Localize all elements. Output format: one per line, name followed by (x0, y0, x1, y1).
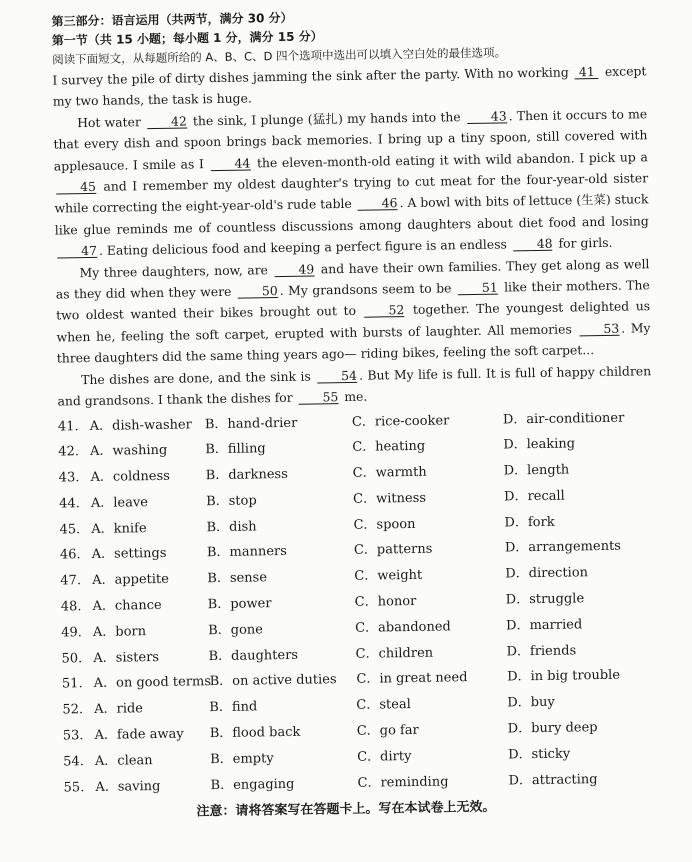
cloze-passage (52, 60, 651, 412)
option-c: C．abandoned (355, 619, 451, 636)
option-c: C．dirty (357, 748, 412, 765)
question-number: 54. (63, 754, 85, 770)
question-number: 53. (62, 728, 84, 744)
option-c: C．witness (353, 490, 427, 507)
blank-52: 52 (364, 304, 404, 319)
question-number: 42. (58, 444, 80, 460)
option-a: A．sisters (93, 649, 160, 666)
passage-text: me. (340, 388, 368, 405)
option-d: D．fork (504, 514, 555, 531)
passage-text: the sink, I plunge (猛扎) my hands into the (188, 108, 465, 129)
option-b: B．on active duties (209, 672, 337, 690)
question-number: 50. (61, 650, 83, 667)
option-b: B．filling (205, 441, 266, 458)
option-d: D．attracting (508, 771, 598, 789)
option-d: D．sticky (508, 746, 571, 763)
question-number: 43. (58, 470, 80, 486)
passage-text: The dishes are done, and the sink is (81, 368, 316, 387)
blank-48: 48 (513, 237, 553, 252)
options-list (58, 405, 658, 801)
option-b: B．empty (210, 751, 274, 768)
passage-text: except my two hands, the task is huge. (52, 63, 647, 109)
option-a: A．ride (94, 701, 144, 718)
passage-text: . My grandsons seem to be (279, 280, 457, 299)
question-number: 46. (59, 547, 81, 563)
blank-45: 45 (56, 180, 96, 195)
passage-paragraph (53, 103, 649, 262)
passage-text: and I remember my oldest daughter's trying to cut meat for the four-year-old sister while correcting the eight-year-old's rude table (54, 170, 649, 216)
footer-note: 注意：请将答案写在答题卡上。写在本试卷上无效。 (196, 800, 496, 820)
option-a: A．clean (94, 752, 153, 769)
option-c: C．weight (354, 568, 423, 585)
blank-44: 44 (210, 156, 250, 171)
passage-text: like their mothers. The two oldest wanted their bikes brought out to (56, 277, 650, 324)
option-d: D．married (506, 617, 583, 634)
question-number: 47. (60, 573, 82, 589)
blank-42: 42 (147, 114, 187, 129)
option-c: C．go far (356, 722, 419, 739)
option-a: A．settings (91, 546, 167, 563)
passage-text: the eleven-month-old eating it with wild abandon. I pick up a (252, 148, 648, 171)
passage-text: . Then it occurs to me that every dish and spoon brings back memories. I bring up a tiny spoon, still covered with applesauce. I smile as I (53, 106, 648, 174)
blank-50: 50 (238, 284, 278, 299)
part-heading: 第三部分：语言运用（共两节，满分 30 分） (51, 10, 293, 29)
option-a: A．coldness (90, 468, 171, 486)
passage-text: and have their own families. They get along as well as they did when they were (55, 255, 650, 302)
option-d: D．buy (507, 695, 555, 711)
question-number: 41. (57, 418, 79, 435)
option-a: A．on good terms (93, 674, 212, 692)
option-c: C．rice-cooker (351, 412, 450, 430)
passage-text: . Eating delicious food and keeping a perfect figure is an endless (98, 236, 511, 259)
question-number: 51. (61, 676, 83, 692)
instruction-text: 阅读下面短文，从每题所给的 A、B、C、D 四个选项中选出可以填入空白处的最佳选项。 (52, 45, 507, 67)
passage-text: . A bowl with bits of lettuce (生菜) stuck like glue reminds me of countless discussions among daughters about diet food and losing (54, 191, 649, 238)
option-b: B．hand-drier (204, 415, 298, 432)
question-number: 44. (59, 496, 80, 512)
option-d: D．direction (505, 565, 589, 582)
option-a: A．fade away (94, 726, 184, 744)
blank-49: 49 (274, 262, 314, 277)
passage-paragraph (57, 360, 652, 412)
question-number: 48. (60, 599, 82, 615)
option-b: B．find (209, 699, 258, 716)
blank-43: 43 (467, 109, 507, 124)
blank-47: 47 (57, 244, 97, 259)
option-d: D．length (503, 462, 570, 479)
option-d: D．struggle (505, 591, 585, 608)
passage-text: . But My life is full. It is full of happy children and grandsons. I thank the dishes for (57, 362, 652, 409)
option-a: A．knife (91, 520, 147, 537)
blank-53: 53 (579, 322, 619, 337)
option-b: B．dish (206, 519, 257, 535)
option-d: D．arrangements (504, 539, 622, 557)
option-a: A．born (92, 624, 147, 640)
option-a: A．dish-washer (89, 416, 192, 434)
passage-paragraph (55, 253, 651, 369)
blank-51: 51 (458, 281, 498, 296)
option-c: C．warmth (352, 464, 427, 481)
option-d: D．air-conditioner (502, 410, 625, 428)
passage-text: . My three daughters did the same thing years ago— riding bikes, feeling the soft carpet... (56, 320, 651, 366)
option-d: D．in big trouble (507, 668, 621, 685)
option-c: C．heating (352, 439, 426, 456)
blank-54: 54 (317, 369, 357, 384)
option-b: B．power (207, 596, 272, 613)
option-b: B．daughters (208, 647, 299, 664)
option-b: B．manners (206, 544, 288, 561)
passage-text: My three daughters, now, are (79, 261, 273, 280)
option-b: B．darkness (205, 467, 288, 484)
option-a: A．leave (90, 495, 149, 511)
passage-text: for girls. (554, 235, 613, 251)
option-c: C．steal (356, 697, 411, 714)
option-a: A．appetite (92, 572, 170, 589)
option-a: A．saving (95, 778, 161, 795)
option-b: B．stop (206, 493, 257, 510)
option-b: B．sense (207, 570, 268, 587)
option-c: C．spoon (353, 516, 416, 533)
question-number: 52. (62, 702, 84, 718)
option-c: C．reminding (357, 774, 449, 791)
blank-55: 55 (298, 390, 338, 405)
option-c: C．children (355, 645, 434, 662)
question-number: 55. (63, 779, 85, 796)
question-number: 45. (59, 521, 81, 538)
section-heading: 第一节（共 15 小题；每小题 1 分，满分 15 分） (51, 29, 323, 48)
passage-text: together. The youngest delighted us when he, feeling the soft carpet, erupted with bursts of laughter. All memories (56, 298, 651, 345)
passage-text: Hot water (77, 113, 146, 130)
option-c: C．patterns (353, 542, 433, 559)
question-number: 49. (61, 625, 82, 641)
option-a: A．washing (89, 443, 168, 460)
option-d: D．leaking (503, 436, 576, 453)
option-c: C．honor (354, 593, 417, 610)
option-d: D．recall (503, 488, 565, 505)
blank-46: 46 (358, 197, 398, 212)
option-b: B．flood back (209, 724, 301, 742)
option-d: D．friends (506, 643, 577, 660)
option-a: A．chance (92, 597, 162, 615)
option-b: B．gone (208, 622, 264, 639)
blank-41: 41 (575, 65, 599, 79)
option-b: B．engaging (210, 776, 295, 793)
option-d: D．bury deep (507, 720, 598, 737)
option-c: C．in great need (356, 670, 468, 688)
passage-text: I survey the pile of dirty dishes jamming the sink after the party. With no working (52, 64, 573, 88)
